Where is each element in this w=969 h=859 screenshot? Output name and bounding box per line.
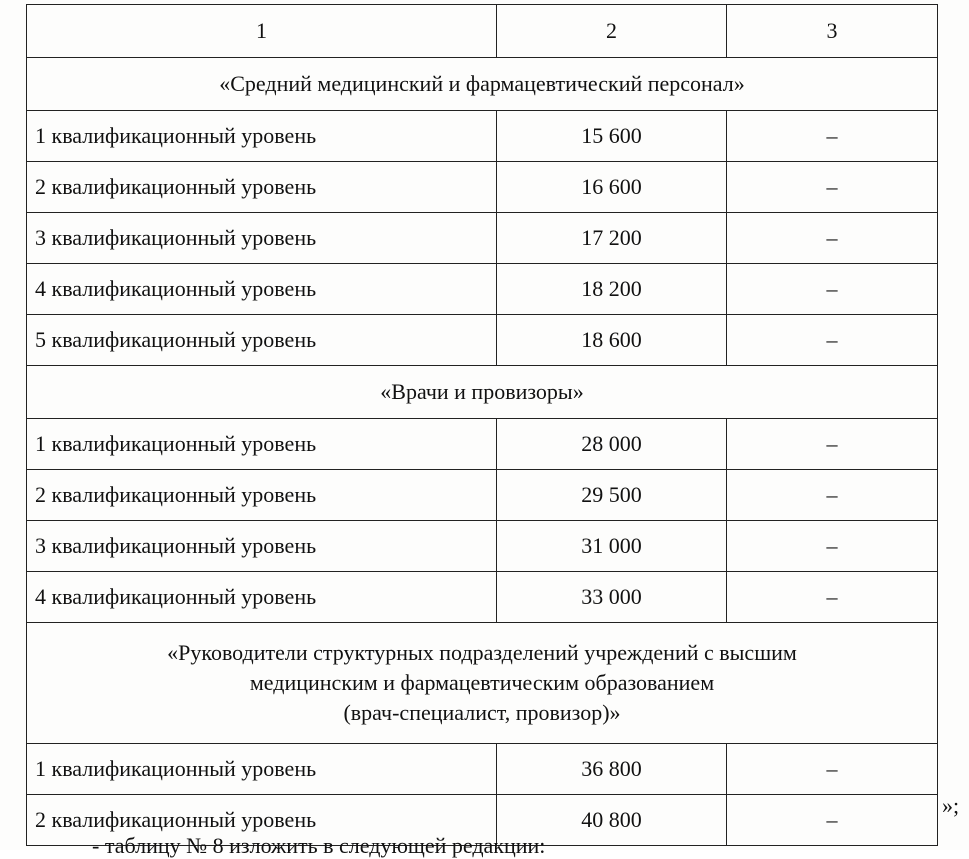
table-row [27, 213, 938, 264]
qualification-level: 2 квалификационный уровень [27, 162, 497, 213]
table-row [27, 162, 938, 213]
dash-cell: – [727, 315, 938, 366]
dash-cell: – [727, 795, 938, 846]
dash-cell: – [727, 162, 938, 213]
section-heading-row [27, 623, 938, 744]
column-number-2: 2 [497, 5, 727, 58]
table-row [27, 315, 938, 366]
salary-value: 31 000 [497, 521, 727, 572]
table-row [27, 744, 938, 795]
qualification-level: 4 квалификационный уровень [27, 264, 497, 315]
qualification-level: 1 квалификационный уровень [27, 744, 497, 795]
table-row [27, 572, 938, 623]
table-row [27, 111, 938, 162]
salary-value: 33 000 [497, 572, 727, 623]
dash-cell: – [727, 111, 938, 162]
dash-cell: – [727, 264, 938, 315]
qualification-level: 4 квалификационный уровень [27, 572, 497, 623]
qualification-level: 1 квалификационный уровень [27, 111, 497, 162]
qualification-level: 5 квалификационный уровень [27, 315, 497, 366]
salary-value: 36 800 [497, 744, 727, 795]
section-heading-row [27, 58, 938, 111]
table-row [27, 521, 938, 572]
section-title-mid-staff: «Средний медицинский и фармацевтический персонал» [27, 58, 938, 111]
salary-value: 29 500 [497, 470, 727, 521]
column-number-3: 3 [727, 5, 938, 58]
next-paragraph-text: - таблицу № 8 изложить в следующей редакции: [92, 833, 546, 858]
qualification-level: 1 квалификационный уровень [27, 419, 497, 470]
salary-value: 40 800 [497, 795, 727, 846]
section-title-doctors: «Врачи и провизоры» [27, 366, 938, 419]
section-title-line: медицинским и фармацевтическим образованием [249, 670, 715, 695]
table-row [27, 419, 938, 470]
qualification-level: 3 квалификационный уровень [27, 213, 497, 264]
salary-value: 28 000 [497, 419, 727, 470]
salary-value: 18 600 [497, 315, 727, 366]
salary-value: 18 200 [497, 264, 727, 315]
salary-value: 17 200 [497, 213, 727, 264]
salary-value: 15 600 [497, 111, 727, 162]
dash-cell: – [727, 744, 938, 795]
dash-cell: – [727, 419, 938, 470]
section-title-line: «Руководители структурных подразделений учреждений с высшим [167, 640, 797, 665]
qualification-level: 2 квалификационный уровень [27, 470, 497, 521]
closing-quote-mark: »; [942, 793, 960, 818]
table-row [27, 470, 938, 521]
dash-cell: – [727, 572, 938, 623]
section-title-department-heads [27, 623, 938, 744]
table-row [27, 264, 938, 315]
column-number-1: 1 [27, 5, 497, 58]
section-title-line: (врач-специалист, провизор)» [343, 700, 621, 725]
salary-table [26, 4, 938, 846]
dash-cell: – [727, 470, 938, 521]
qualification-level: 3 квалификационный уровень [27, 521, 497, 572]
qualification-level: 2 квалификационный уровень [27, 795, 497, 846]
dash-cell: – [727, 213, 938, 264]
section-heading-row [27, 366, 938, 419]
table-header-row [27, 5, 938, 58]
salary-value: 16 600 [497, 162, 727, 213]
dash-cell: – [727, 521, 938, 572]
